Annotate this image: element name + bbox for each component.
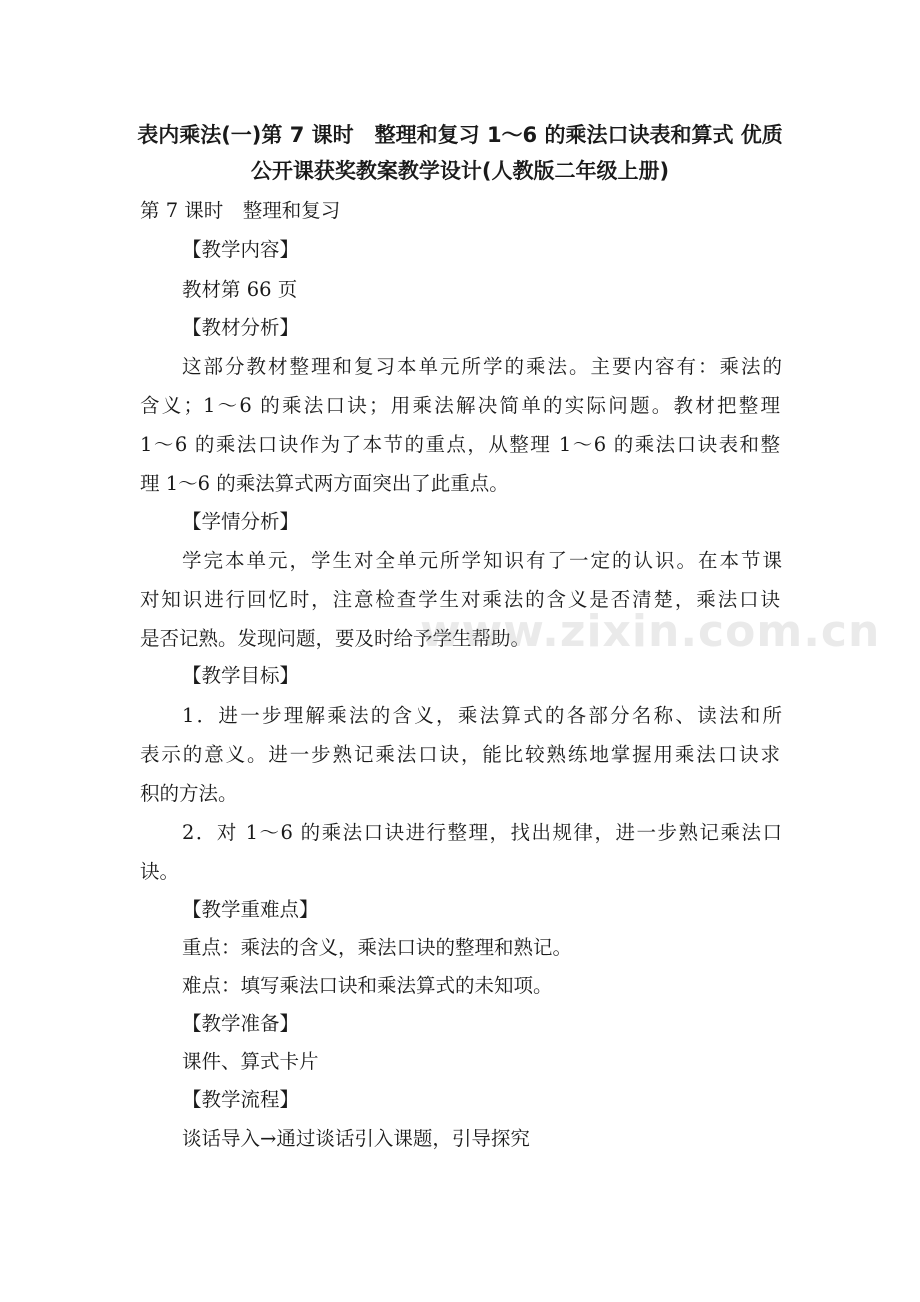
flow-text: 谈话导入→通过谈话引入课题，引导探究 [182, 1127, 530, 1150]
flow-heading: 【教学流程】 [182, 1088, 300, 1111]
material-line-3: 1～6 的乘法口诀作为了本节的重点，从整理 1～6 的乘法口诀表和整 [140, 433, 780, 456]
material-line-1: 这部分教材整理和复习本单元所学的乘法。主要内容有：乘法的 [182, 355, 782, 378]
lesson-heading: 第 7 课时 整理和复习 [140, 199, 341, 222]
goal-heading: 【教学目标】 [182, 664, 300, 687]
prep-heading: 【教学准备】 [182, 1012, 300, 1035]
material-line-2: 含义；1～6 的乘法口诀；用乘法解决简单的实际问题。教材把整理 [140, 394, 780, 417]
student-line-3: 是否记熟。发现问题，要及时给予学生帮助。 [140, 627, 531, 650]
goal1-line-2: 表示的意义。进一步熟记乘法口诀，能比较熟练地掌握用乘法口诀求 [140, 743, 780, 766]
document-title-line-1: 表内乘法(一)第 7 课时 整理和复习 1～6 的乘法口诀表和算式 优质 [137, 123, 783, 147]
content-text: 教材第 66 页 [182, 278, 298, 301]
goal1-line-1: 1．进一步理解乘法的含义，乘法算式的各部分名称、读法和所 [182, 704, 782, 727]
key-heading: 【教学重难点】 [182, 898, 319, 921]
material-heading: 【教材分析】 [182, 316, 300, 339]
goal2-line-2: 诀。 [140, 860, 180, 883]
key-point: 重点：乘法的含义，乘法口诀的整理和熟记。 [182, 936, 573, 959]
student-heading: 【学情分析】 [182, 510, 300, 533]
student-line-1: 学完本单元，学生对全单元所学知识有了一定的认识。在本节课 [182, 549, 782, 572]
student-line-2: 对知识进行回忆时，注意检查学生对乘法的含义是否清楚，乘法口诀 [140, 588, 780, 611]
watermark: www.zixin.com.cn [420, 606, 881, 657]
difficult-point: 难点：填写乘法口诀和乘法算式的未知项。 [182, 974, 553, 997]
prep-text: 课件、算式卡片 [182, 1050, 319, 1073]
goal1-line-3: 积的方法。 [140, 782, 238, 805]
document-title-line-2: 公开课获奖教案教学设计(人教版二年级上册) [250, 159, 670, 183]
goal2-line-1: 2．对 1～6 的乘法口诀进行整理，找出规律，进一步熟记乘法口 [182, 821, 782, 844]
material-line-4: 理 1～6 的乘法算式两方面突出了此重点。 [140, 472, 509, 495]
content-heading: 【教学内容】 [182, 238, 300, 261]
